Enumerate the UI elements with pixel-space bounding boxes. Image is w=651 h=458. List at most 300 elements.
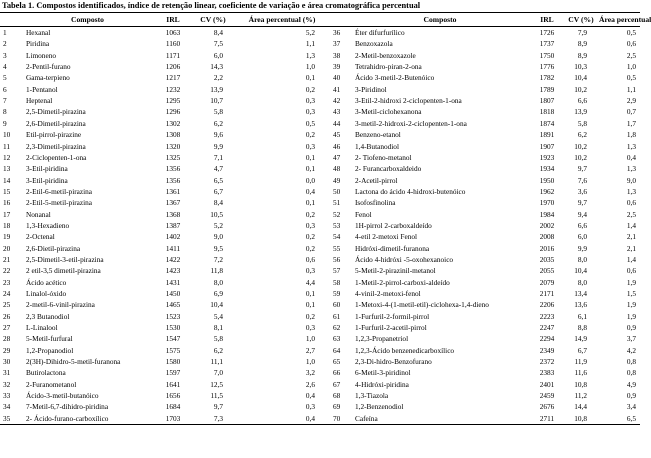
compound-name-right: Ácido 4-hidróxi -5-oxohexanoico [355, 254, 454, 264]
cv-value-right: 11,6 [574, 368, 587, 378]
area-value-right: 1,4 [626, 254, 636, 264]
compound-number-right: 68 [333, 391, 341, 401]
table-row [0, 174, 640, 185]
table-row [0, 106, 640, 117]
irl-value-right: 1807 [539, 96, 555, 106]
compound-name-left: Nonanal [26, 209, 51, 219]
cv-value-right: 13,4 [574, 288, 587, 298]
compound-name-right: 3-metil-2-hidroxi-2-ciclopenten-1-ona [355, 118, 467, 128]
compound-name-left: 2,6-Dietil-pirazina [26, 243, 81, 253]
compound-number-right: 57 [333, 266, 341, 276]
compound-name-right: 3-Piridinol [355, 84, 387, 94]
table-row [0, 118, 640, 129]
area-value-left: 0,1 [305, 300, 315, 310]
cv-value-right: 8,0 [577, 277, 587, 287]
table-row [0, 197, 640, 208]
compound-name-left: Heptenal [26, 96, 53, 106]
area-value-right: 0,5 [626, 73, 636, 83]
area-value-right: 0,8 [626, 357, 636, 367]
irl-value-right: 1874 [539, 118, 555, 128]
area-value-right: 0,8 [626, 368, 636, 378]
table-row [0, 209, 640, 220]
compound-number-right: 65 [333, 357, 341, 367]
area-value-left: 0,3 [305, 323, 315, 332]
compound-name-left: 2-metil-6-vinil-pirazina [26, 300, 95, 310]
area-value-right: 4,9 [626, 379, 636, 389]
cv-value-right: 6,2 [577, 130, 587, 140]
compound-number-left: 24 [3, 288, 11, 298]
irl-value-right: 2401 [539, 379, 555, 389]
compound-name-left: 2-Furanometanol [26, 379, 77, 389]
compound-number-left: 13 [3, 164, 11, 174]
irl-value-right: 2372 [539, 357, 555, 367]
cv-value-right: 11,9 [574, 357, 587, 367]
irl-value-left: 1523 [165, 311, 181, 321]
irl-value-right: 1984 [539, 209, 555, 219]
area-value-right: 0,4 [626, 152, 636, 162]
irl-value-left: 1547 [165, 334, 181, 344]
compound-number-left: 35 [0, 413, 20, 425]
area-value-left: 0,4 [235, 413, 329, 425]
irl-value-left: 1302 [165, 118, 181, 128]
area-value-left: 1,0 [305, 357, 315, 367]
irl-value-right: 2383 [539, 368, 555, 378]
area-value-right: 1,5 [626, 288, 636, 298]
compound-name-right: 1,2,3-Propanetriol [355, 334, 409, 344]
cv-value-left: 13,9 [210, 84, 223, 94]
cv-value-left: 5,8 [213, 107, 223, 117]
area-value-left: 2,6 [305, 379, 315, 389]
compound-name-left: 2-Pentil-furano [26, 62, 71, 72]
irl-value-left: 1171 [165, 50, 181, 60]
header-irl-left: IRL [155, 13, 191, 27]
cv-value-left: 4,7 [213, 164, 223, 174]
compound-number-left: 17 [3, 209, 11, 219]
compound-number-left: 4 [3, 62, 7, 72]
table-row [0, 61, 640, 72]
table-row [0, 129, 640, 140]
irl-value-left: 1325 [165, 152, 181, 162]
table-row [0, 84, 640, 95]
irl-value-right: 1726 [539, 28, 555, 38]
area-value-left: 0,2 [305, 243, 315, 253]
irl-value-right: 2008 [539, 232, 555, 242]
compound-name-left: 2-Octenal [26, 232, 55, 242]
table-row [0, 322, 640, 333]
compounds-table [0, 12, 651, 425]
compound-name-left: 2,5-Dimetil-pirazina [26, 107, 86, 117]
compound-number-right: 37 [333, 39, 341, 49]
compound-name-right: 2- Furancarboxaldeido [355, 164, 422, 174]
table-row [0, 277, 640, 288]
area-value-left: 0,3 [305, 96, 315, 106]
compound-number-right: 58 [333, 277, 341, 287]
area-value-left: 1,0 [305, 334, 315, 344]
compound-number-right: 49 [333, 175, 341, 185]
cv-value-left: 6,0 [213, 50, 223, 60]
compound-name-left: Hexanal [26, 28, 51, 38]
area-value-right: 2,5 [626, 209, 636, 219]
cv-value-right: 9,4 [577, 209, 587, 219]
table-row [0, 379, 640, 390]
cv-value-left: 9,6 [213, 130, 223, 140]
table-caption: Tabela 1. Compostos identificados, índice de retenção linear, coeficiente de variação e área cromatográfica percentual [2, 1, 421, 10]
irl-value-right: 1737 [539, 39, 555, 49]
table-row [0, 390, 640, 401]
irl-value-right: 2247 [539, 323, 555, 332]
table-row [0, 401, 640, 412]
table-row [0, 220, 640, 231]
compound-name-right: 1-Furfuril-2-acetil-pirrol [355, 323, 427, 332]
irl-value-right: 1950 [539, 175, 555, 185]
compound-name-right: 2-Metil-benzoxazole [355, 50, 416, 60]
compound-number-right: 52 [333, 209, 341, 219]
cv-value-left: 10,4 [210, 300, 223, 310]
cv-value-left: 6,5 [213, 175, 223, 185]
compound-number-right: 46 [333, 141, 341, 151]
area-value-right: 1,9 [626, 311, 636, 321]
compound-name-left: 1,3-Hexadieno [26, 220, 70, 230]
area-value-right: 1,3 [626, 141, 636, 151]
area-value-right: 9,0 [626, 175, 636, 185]
compound-name-right: 1,4-Butanodiol [355, 141, 399, 151]
irl-value-left: 1063 [165, 28, 181, 38]
area-value-right: 1,9 [626, 300, 636, 310]
cv-value-right: 7,6 [577, 175, 587, 185]
cv-value-left: 12,5 [210, 379, 223, 389]
irl-value-left: 1641 [165, 379, 181, 389]
compound-name-left: 2 etil-3,5 dimetil-pirazina [26, 266, 101, 276]
compound-name-right: 3-Metil-ciclohexanona [355, 107, 422, 117]
header-compound-right: Composto [349, 13, 531, 27]
irl-value-right: 1934 [539, 164, 555, 174]
cv-value-right: 10,2 [574, 152, 587, 162]
area-value-right: 2,1 [626, 232, 636, 242]
area-value-left: 0,2 [305, 130, 315, 140]
compound-number-right: 42 [333, 96, 341, 106]
compound-number-left: 21 [3, 254, 11, 264]
irl-value-right: 1750 [539, 50, 555, 60]
cv-value-left: 11,8 [210, 266, 223, 276]
cv-value-left: 9,7 [213, 402, 223, 412]
area-value-left: 0,3 [305, 220, 315, 230]
compound-number-left: 28 [3, 334, 11, 344]
irl-value-left: 1411 [165, 243, 181, 253]
compound-number-left: 3 [3, 50, 7, 60]
cv-value-left: 7,3 [191, 413, 235, 425]
irl-value-right: 2016 [539, 243, 555, 253]
compound-number-right: 67 [333, 379, 341, 389]
area-value-left: 4,4 [305, 277, 315, 287]
compound-number-left: 16 [3, 198, 11, 208]
compound-name-right: 2- Tiofeno-metanol [355, 152, 412, 162]
irl-value-left: 1423 [165, 266, 181, 276]
irl-value-right: 1970 [539, 198, 555, 208]
compound-name-left: Gama-terpieno [26, 73, 70, 83]
compound-number-right: 36 [333, 28, 341, 38]
cv-value-right: 6,6 [577, 220, 587, 230]
area-value-left: 0,3 [305, 107, 315, 117]
area-value-left: 0,3 [305, 402, 315, 412]
compound-name-left: 5-Metil-furfural [26, 334, 73, 344]
compound-number-right: 43 [333, 107, 341, 117]
cv-value-left: 8,4 [213, 198, 223, 208]
area-value-right: 1,3 [626, 186, 636, 196]
irl-value-left: 1206 [165, 62, 181, 72]
irl-value-left: 1296 [165, 107, 181, 117]
table-row [0, 413, 640, 425]
cv-value-left: 6,9 [213, 288, 223, 298]
cv-value-right: 10,4 [574, 266, 587, 276]
header-area-left: Área percentual (%) [235, 13, 329, 27]
cv-value-left: 5,4 [213, 311, 223, 321]
cv-value-left: 9,0 [213, 232, 223, 242]
area-value-left: 0,1 [305, 164, 315, 174]
compound-number-right: 45 [333, 130, 341, 140]
area-value-right: 0,6 [626, 198, 636, 208]
irl-value-left: 1450 [165, 288, 181, 298]
irl-value-left: 1422 [165, 254, 181, 264]
table-row [0, 27, 640, 39]
compound-name-left: L-Linalool [26, 323, 58, 332]
compound-number-right: 62 [333, 323, 341, 332]
table-row [0, 345, 640, 356]
irl-value-left: 1320 [165, 141, 181, 151]
cv-value-left: 11,5 [210, 391, 223, 401]
compound-name-left: Piridina [26, 39, 50, 49]
irl-value-left: 1367 [165, 198, 181, 208]
cv-value-left: 5,8 [213, 334, 223, 344]
compound-name-left: 2- Ácido-furano-carboxílico [20, 413, 155, 425]
cv-value-left: 8,4 [213, 28, 223, 38]
cv-value-left: 9,9 [213, 141, 223, 151]
compound-number-left: 19 [3, 232, 11, 242]
irl-value-left: 1368 [165, 209, 181, 219]
compound-name-left: 3-Etil-piridina [26, 164, 68, 174]
compound-name-left: Ácido-3-metil-butanóico [26, 391, 99, 401]
header-number-right [329, 13, 349, 27]
area-value-left: 0,0 [305, 175, 315, 185]
area-value-right: 3,4 [626, 402, 636, 412]
cv-value-left: 6,2 [213, 118, 223, 128]
area-value-right: 2,9 [626, 96, 636, 106]
compound-number-left: 15 [3, 186, 11, 196]
compound-name-right: 6-Metil-3-piridinol [355, 368, 411, 378]
cv-value-right: 11,2 [574, 391, 587, 401]
compound-name-right: Benzoxazola [355, 39, 393, 49]
area-value-right: 6,5 [599, 413, 640, 425]
irl-value-left: 1684 [165, 402, 181, 412]
irl-value-right: 2206 [539, 300, 555, 310]
cv-value-left: 8,0 [213, 277, 223, 287]
area-value-left: 0,2 [305, 232, 315, 242]
header-cv-right: CV (%) [563, 13, 599, 27]
area-value-right: 2,5 [626, 50, 636, 60]
irl-value-left: 1356 [165, 175, 181, 185]
compound-name-left: Ácido acético [26, 277, 67, 287]
cv-value-right: 10,4 [574, 73, 587, 83]
table-row [0, 243, 640, 254]
area-value-right: 0,5 [626, 28, 636, 38]
cv-value-left: 11,1 [210, 357, 223, 367]
compound-number-right: 69 [333, 402, 341, 412]
irl-value-right: 1782 [539, 73, 555, 83]
irl-value-left: 1465 [165, 300, 181, 310]
area-value-left: 5,2 [305, 28, 315, 38]
compound-number-right: 59 [333, 288, 341, 298]
header-cv-left: CV (%) [191, 13, 235, 27]
compound-number-right: 40 [333, 73, 341, 83]
compound-name-right: 1-Furfuril-2-formil-pirrol [355, 311, 430, 321]
area-value-left: 0,1 [305, 152, 315, 162]
compound-number-right: 50 [333, 186, 341, 196]
compound-number-right: 64 [333, 345, 341, 355]
compound-number-right: 54 [333, 232, 341, 242]
cv-value-left: 7,2 [213, 254, 223, 264]
cv-value-left: 8,1 [213, 323, 223, 332]
compound-number-left: 22 [3, 266, 11, 276]
compound-name-right: 1,3-Tiazola [355, 391, 389, 401]
irl-value-right: 2171 [539, 288, 555, 298]
compound-number-left: 7 [3, 96, 7, 106]
cv-value-right: 6,7 [577, 345, 587, 355]
table-row [0, 333, 640, 344]
compound-name-right: 5-Metil-2-pirazinil-metanol [355, 266, 436, 276]
compound-name-left: Limoneno [26, 50, 56, 60]
cv-value-right: 10,3 [574, 62, 587, 72]
cv-value-right: 10,2 [574, 141, 587, 151]
area-value-right: 1,9 [626, 277, 636, 287]
compound-number-right: 48 [333, 164, 341, 174]
compound-name-left: 2,3 Butanodiol [26, 311, 70, 321]
cv-value-left: 10,7 [210, 96, 223, 106]
area-value-left: 0,2 [305, 84, 315, 94]
header-compound-left: Composto [20, 13, 155, 27]
table-row [0, 265, 640, 276]
cv-value-right: 13,6 [574, 300, 587, 310]
compound-name-right: Cafeína [349, 413, 531, 425]
irl-value-right: 2079 [539, 277, 555, 287]
area-value-right: 2,1 [626, 243, 636, 253]
table-row [0, 72, 640, 83]
compound-number-right: 70 [329, 413, 349, 425]
cv-value-right: 8,0 [577, 254, 587, 264]
cv-value-right: 8,9 [577, 39, 587, 49]
irl-value-left: 1361 [165, 186, 181, 196]
area-value-right: 1,4 [626, 220, 636, 230]
cv-value-right: 8,9 [577, 50, 587, 60]
irl-value-left: 1217 [165, 73, 181, 83]
compound-number-left: 12 [3, 152, 11, 162]
irl-value-right: 2002 [539, 220, 555, 230]
area-value-left: 1,0 [305, 62, 315, 72]
cv-value-right: 10,2 [574, 84, 587, 94]
compound-name-left: 2-Etil-6-metil-pirazina [26, 186, 93, 196]
irl-value-right: 1818 [539, 107, 555, 117]
compound-number-left: 10 [3, 130, 11, 140]
compound-name-left: 3-Etil-piridina [26, 175, 68, 185]
compound-name-left: 2,6-Dimetil-pirazina [26, 118, 86, 128]
irl-value-right: 2349 [539, 345, 555, 355]
compound-name-left: Etil-pirrol-pirazine [26, 130, 82, 140]
compound-name-left: Linalol-óxido [26, 288, 67, 298]
cv-value-right: 14,9 [574, 334, 587, 344]
area-value-right: 0,6 [626, 266, 636, 276]
compound-name-left: 1,2-Propanodiol [26, 345, 74, 355]
area-value-right: 0,9 [626, 391, 636, 401]
irl-value-left: 1387 [165, 220, 181, 230]
cv-value-left: 14,3 [210, 62, 223, 72]
cv-value-left: 2,2 [213, 73, 223, 83]
area-value-left: 1,1 [305, 39, 315, 49]
compound-number-right: 38 [333, 50, 341, 60]
area-value-left: 1,3 [305, 50, 315, 60]
compound-number-left: 33 [3, 391, 11, 401]
compound-name-right: 4-vinil-2-metoxi-fenol [355, 288, 421, 298]
compound-number-right: 41 [333, 84, 341, 94]
irl-value-right: 2711 [531, 413, 563, 425]
compound-name-left: 2-Etil-5-metil-pirazina [26, 198, 93, 208]
area-value-left: 0,3 [305, 141, 315, 151]
compound-number-right: 47 [333, 152, 341, 162]
irl-value-left: 1597 [165, 368, 181, 378]
compound-number-left: 29 [3, 345, 11, 355]
compound-name-right: 1-Metil-2-pirrol-carboxi-aldeído [355, 277, 450, 287]
area-value-right: 1,3 [626, 164, 636, 174]
compound-name-left: 7-Metil-6,7-dihidro-piridina [26, 402, 109, 412]
compound-number-left: 31 [3, 368, 11, 378]
compound-number-left: 32 [3, 379, 11, 389]
compound-number-right: 55 [333, 243, 341, 253]
compound-number-right: 44 [333, 118, 341, 128]
compound-name-left: 1-Pentanol [26, 84, 58, 94]
cv-value-right: 10,8 [574, 379, 587, 389]
irl-value-left: 1431 [165, 277, 181, 287]
area-value-left: 0,1 [305, 288, 315, 298]
irl-value-left: 1580 [165, 357, 181, 367]
area-value-left: 0,2 [305, 311, 315, 321]
compound-number-right: 60 [333, 300, 341, 310]
compound-number-left: 5 [3, 73, 7, 83]
compound-number-left: 23 [3, 277, 11, 287]
table-header [0, 13, 651, 27]
area-value-left: 0,4 [305, 186, 315, 196]
irl-value-left: 1295 [165, 96, 181, 106]
table-row [0, 367, 640, 378]
cv-value-right: 7,9 [577, 28, 587, 38]
compound-number-right: 53 [333, 220, 341, 230]
area-value-left: 2,7 [305, 345, 315, 355]
irl-value-right: 2676 [539, 402, 555, 412]
compound-name-right: Fenol [355, 209, 372, 219]
irl-value-right: 1923 [539, 152, 555, 162]
compound-number-right: 66 [333, 368, 341, 378]
cv-value-left: 9,5 [213, 243, 223, 253]
table-row [0, 95, 640, 106]
compound-name-right: Éter difurfurílico [355, 28, 405, 38]
cv-value-left: 7,0 [213, 368, 223, 378]
table-row [0, 299, 640, 310]
header-area-right: Área percentual [599, 13, 640, 27]
irl-value-right: 2035 [539, 254, 555, 264]
table-row [0, 140, 640, 151]
area-value-right: 0,7 [626, 107, 636, 117]
cv-value-left: 10,5 [210, 209, 223, 219]
area-value-right: 1,8 [626, 130, 636, 140]
area-value-right: 0,9 [626, 323, 636, 332]
area-value-right: 1,0 [626, 62, 636, 72]
compound-name-right: Lactona do ácido 4-hidroxi-butenóico [355, 186, 466, 196]
